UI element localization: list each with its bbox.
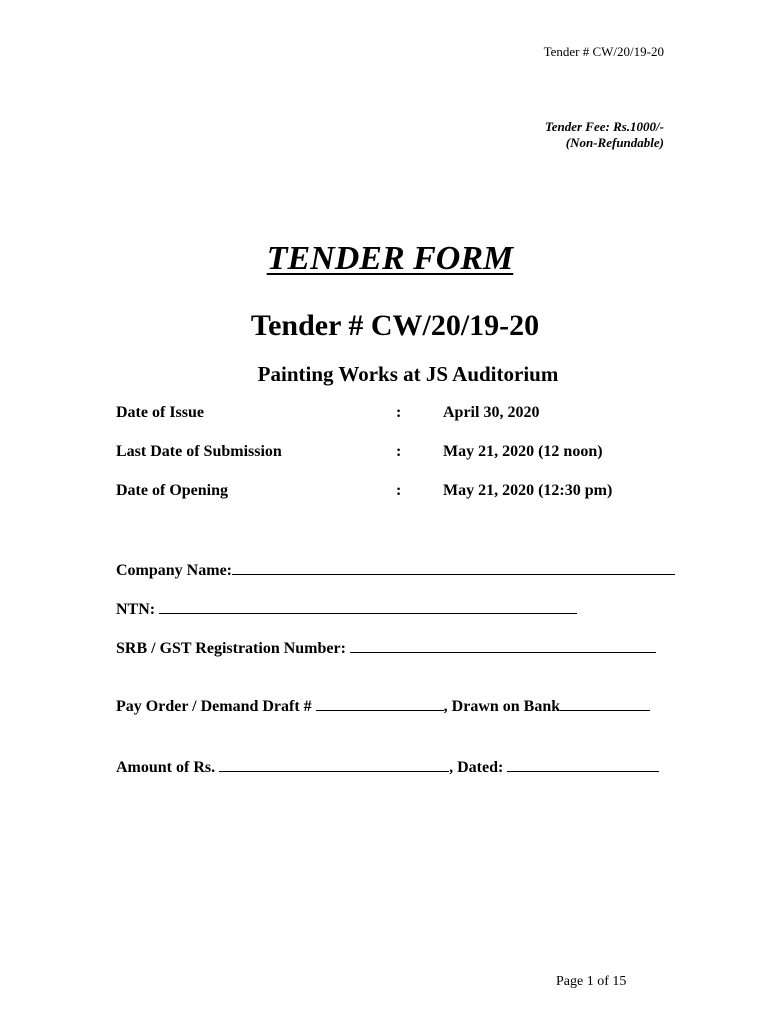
company-name-blank[interactable]: [232, 560, 675, 575]
date-label: Last Date of Submission: [116, 443, 282, 460]
amount-label: Amount of Rs.: [116, 759, 216, 776]
pay-order-field: [116, 696, 650, 716]
date-row-submission: [116, 443, 676, 482]
tender-number-heading: Tender # CW/20/19-20: [250, 309, 540, 342]
dated-label: , Dated:: [449, 759, 504, 776]
drawn-on-bank-label: , Drawn on Bank: [443, 698, 561, 715]
srb-gst-field: [116, 638, 656, 658]
ntn-blank[interactable]: [159, 599, 577, 614]
date-label: Date of Issue: [116, 404, 204, 421]
date-row-opening: [116, 482, 676, 521]
date-row-issue: [116, 404, 676, 443]
document-title: TENDER FORM: [266, 240, 514, 277]
header-tender-reference: Tender # CW/20/19-20: [543, 44, 664, 59]
tender-subject: Painting Works at JS Auditorium: [257, 362, 559, 386]
tender-fee-note: (Non-Refundable): [565, 135, 664, 150]
srb-gst-blank[interactable]: [350, 638, 656, 653]
srb-gst-label: SRB / GST Registration Number:: [116, 640, 346, 657]
tender-fee-amount: Tender Fee: Rs.1000/-: [544, 119, 664, 134]
ntn-label: NTN:: [116, 601, 156, 618]
date-value: April 30, 2020: [443, 404, 540, 421]
tender-fee-block: [545, 119, 664, 151]
date-label: Date of Opening: [116, 482, 228, 499]
dates-table: [116, 404, 676, 521]
pay-order-blank[interactable]: [316, 696, 444, 711]
date-value: May 21, 2020 (12:30 pm): [443, 482, 613, 499]
pay-order-label: Pay Order / Demand Draft #: [116, 698, 312, 715]
amount-blank[interactable]: [219, 757, 449, 772]
drawn-on-bank-blank[interactable]: [560, 696, 650, 711]
date-separator: :: [396, 482, 402, 499]
amount-field: [116, 757, 659, 777]
company-name-label: Company Name:: [116, 562, 232, 579]
date-separator: :: [396, 443, 402, 460]
date-value: May 21, 2020 (12 noon): [443, 443, 603, 460]
ntn-field: [116, 599, 577, 619]
page-number: Page 1 of 15: [556, 974, 627, 989]
company-name-field: [116, 560, 675, 580]
dated-blank[interactable]: [507, 757, 659, 772]
date-separator: :: [396, 404, 402, 421]
